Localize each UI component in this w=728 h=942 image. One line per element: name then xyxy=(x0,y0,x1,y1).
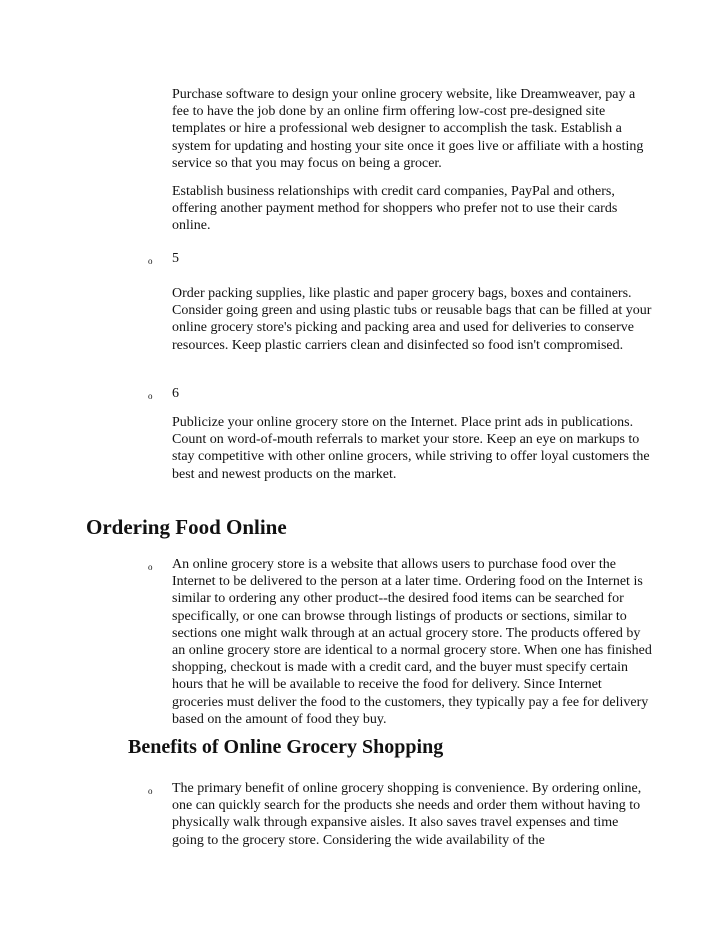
list-bullet: o xyxy=(148,256,153,266)
ordering-food-text: An online grocery store is a website that allows users to purchase food over the Internet to be delivered to the person at a later time. Ordering food on the Internet is similar to ordering any other product--the desired food items can be searched for specifically, or one can browse through listings of products or sections, similar to sections one might walk through at an actual grocery store. The products offered by an online grocery store are identical to a normal grocery store. When one has finished shopping, checkout is made with a credit card, and the buyer must specify certain hours that he will be available to receive the food for delivery. Since Internet groceries must deliver the food to the customers, they typically pay a fee for delivery based on the amount of food they buy. xyxy=(172,557,652,727)
step-paragraph-software: Purchase software to design your online grocery website, like Dreamweaver, pay a fee to have the job done by an online firm offering low-cost pre-designed site templates or hire a professional web designer to accomplish the task. Establish a system for updating and hosting your site once it goes live or affiliate with a hosting service so that you may focus on being a grocer. xyxy=(172,87,644,171)
step-number-5: 5 xyxy=(172,251,179,266)
benefits-text: The primary benefit of online grocery shopping is convenience. By ordering online, one can quickly search for the products she needs and order them without having to physically walk through expansive aisles. It also saves travel expenses and time going to the grocery store. Considering the wide availability of the xyxy=(172,781,642,848)
section-heading-ordering-food-online: Ordering Food Online xyxy=(86,515,287,539)
list-bullet: o xyxy=(148,786,153,796)
list-bullet: o xyxy=(148,391,153,401)
list-bullet: o xyxy=(148,562,153,572)
section-heading-benefits: Benefits of Online Grocery Shopping xyxy=(128,736,444,758)
step-6-text: Publicize your online grocery store on the Internet. Place print ads in publications. Count on word-of-mouth referrals to market your store. Keep an eye on markups to stay competitive with other online grocers, while striving to offer loyal customers the best and newest products on the market. xyxy=(172,415,650,482)
step-number-6: 6 xyxy=(172,386,179,401)
step-5-text: Order packing supplies, like plastic and paper grocery bags, boxes and containers. Consider going green and using plastic tubs or reusable bags that can be filled at your online grocery store's picking and packing area and used for deliveries to conserve resources. Keep plastic carriers clean and disinfected so food isn't compromised. xyxy=(172,286,652,353)
step-paragraph-payment: Establish business relationships with credit card companies, PayPal and others, offering another payment method for shoppers who prefer not to use their cards online. xyxy=(172,184,618,234)
